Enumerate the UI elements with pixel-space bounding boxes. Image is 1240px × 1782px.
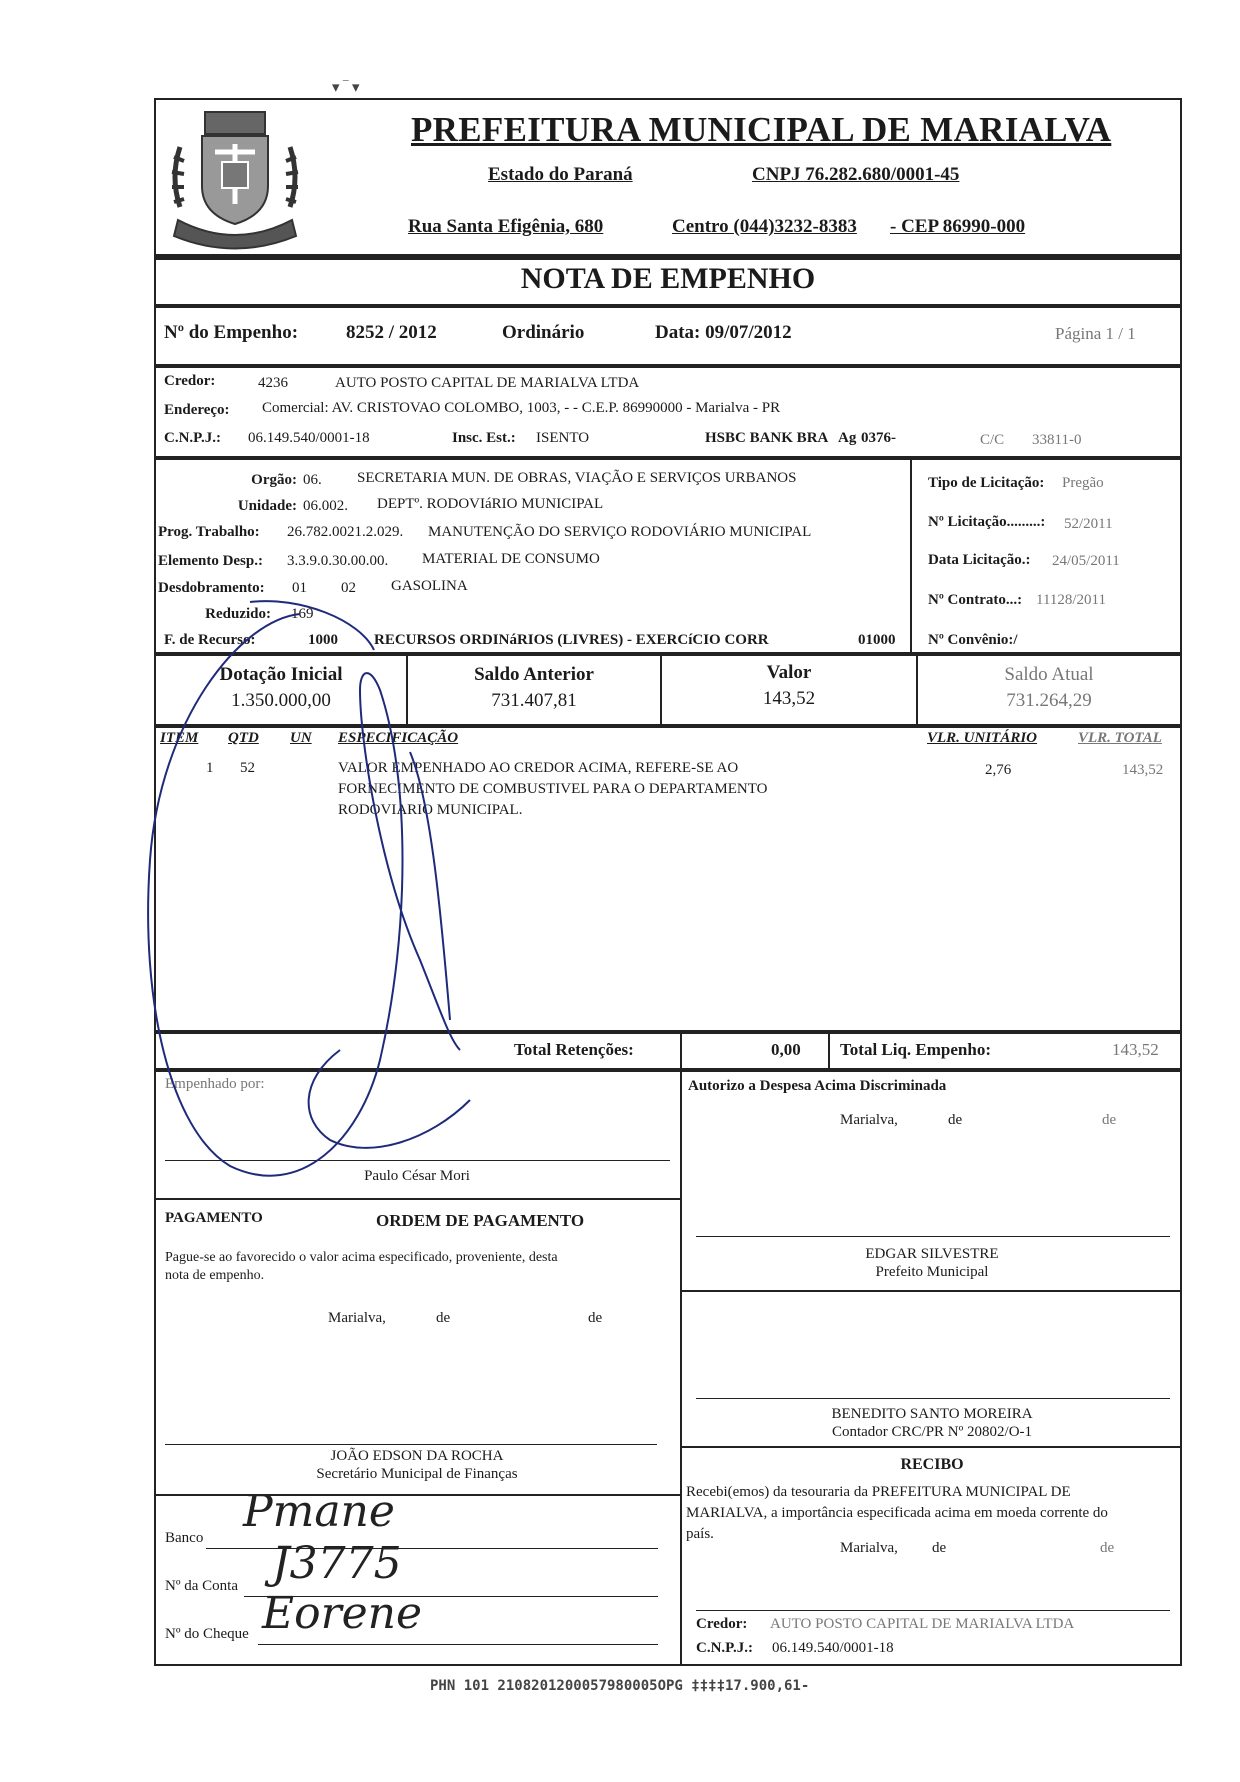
saldo-anterior-value: 731.407,81 [491, 690, 577, 711]
tipo-licitacao-value: Pregão [1062, 475, 1104, 491]
credor-cnpj-label: C.N.P.J.: [164, 430, 221, 446]
saldo-anterior-label: Saldo Anterior [474, 664, 594, 685]
recibo-cnpj: 06.149.540/0001-18 [772, 1640, 894, 1656]
municipality-title: PREFEITURA MUNICIPAL DE MARIALVA [411, 110, 1112, 149]
recibo-cnpj-label: C.N.P.J.: [696, 1640, 753, 1656]
valor-label: Valor [766, 662, 812, 683]
recibo-line3: país. [686, 1526, 714, 1542]
contador-role: Contador CRC/PR Nº 20802/O-1 [831, 1424, 1033, 1440]
prog-name: MANUTENÇÃO DO SERVIÇO RODOVIÁRIO MUNICIPAL [428, 524, 812, 540]
cc-label: C/C [980, 432, 1005, 448]
recibo-credor: AUTO POSTO CAPITAL DE MARIALVA LTDA [770, 1616, 1075, 1632]
footer-code: PHN 101 2108201200057980005OPG ‡‡‡‡17.900,61- [430, 1678, 810, 1694]
prefeito-name: EDGAR SILVESTRE [865, 1246, 999, 1262]
ag-label: Ag [838, 430, 857, 446]
licitacao-date: 24/05/2011 [1052, 553, 1120, 569]
empenhado-por-label: Empenhado por: [165, 1076, 265, 1092]
contador-name: BENEDITO SANTO MOREIRA [831, 1406, 1033, 1422]
elemento-label: Elemento Desp.: [158, 553, 263, 569]
unidade-label: Unidade: [237, 498, 297, 514]
desdobramento-label: Desdobramento: [158, 580, 265, 596]
desdobramento-a: 01 [292, 580, 307, 596]
pen-stroke-mark [410, 752, 450, 1020]
prefeito-role: Prefeito Municipal [875, 1264, 989, 1280]
total-liquido-label: Total Liq. Empenho: [840, 1040, 991, 1059]
empenho-type: Ordinário [502, 322, 585, 343]
pagamento-de1: de [436, 1310, 451, 1326]
pagamento-text-line1: Pague-se ao favorecido o valor acima especificado, proveniente, desta [165, 1250, 558, 1265]
ordem-pagamento-label: ORDEM DE PAGAMENTO [376, 1211, 585, 1230]
credor-address: Comercial: AV. CRISTOVAO COLOMBO, 1003, - - C.E.P. 86990000 - Marialva - PR [262, 400, 781, 416]
dotacao-value: 1.350.000,00 [231, 690, 331, 711]
col-qtd: QTD [228, 730, 259, 746]
recibo-de1: de [932, 1540, 947, 1556]
tipo-licitacao-label: Tipo de Licitação: [928, 475, 1045, 491]
address-label: Endereço: [164, 402, 230, 418]
pagamento-signer: JOÃO EDSON DA ROCHA [330, 1448, 504, 1464]
banco-handwritten: Pmane [243, 1486, 395, 1537]
col-item: ITEM [160, 730, 199, 746]
fonte-number: 01000 [858, 632, 896, 648]
orgao-label: Orgão: [251, 472, 297, 488]
state-label: Estado do Paraná [488, 164, 633, 185]
elemento-name: MATERIAL DE CONSUMO [422, 551, 600, 567]
desdobramento-name: GASOLINA [391, 578, 468, 594]
pen-signature-mark [309, 1050, 470, 1148]
saldo-atual-label: Saldo Atual [1004, 664, 1094, 685]
credor-name: AUTO POSTO CAPITAL DE MARIALVA LTDA [335, 375, 640, 391]
recibo-line1: Recebi(emos) da tesouraria da PREFEITURA MUNICIPAL DE [686, 1484, 1071, 1500]
reduzido-value: 169 [291, 606, 314, 622]
street-address: Rua Santa Efigênia, 680 [408, 216, 604, 237]
fonte-code: 1000 [308, 632, 338, 648]
bank-name: HSBC BANK BRA [705, 430, 829, 446]
cc-value: 33811-0 [1032, 432, 1082, 448]
orgao-code: 06. [303, 472, 322, 488]
credor-label: Credor: [164, 373, 216, 389]
saldo-atual-value: 731.264,29 [1006, 690, 1092, 711]
fonte-name: RECURSOS ORDINáRIOS (LIVRES) - EXERCíCIO CORR [374, 632, 769, 648]
document-title: NOTA DE EMPENHO [520, 262, 816, 295]
retencoes-value: 0,00 [771, 1040, 801, 1059]
pagamento-label: PAGAMENTO [165, 1210, 263, 1226]
cheque-label: Nº do Cheque [165, 1626, 249, 1642]
recibo-title: RECIBO [900, 1456, 964, 1473]
item-number: 1 [206, 760, 214, 776]
credor-cnpj: 06.149.540/0001-18 [248, 430, 370, 446]
dotacao-label: Dotação Inicial [219, 664, 343, 685]
recibo-place: Marialva, [840, 1540, 898, 1556]
cnpj-header: CNPJ 76.282.680/0001-45 [752, 164, 960, 185]
insc-label: Insc. Est.: [452, 430, 516, 446]
contrato-value: 11128/2011 [1036, 592, 1106, 608]
cep-header: - CEP 86990-000 [890, 216, 1026, 237]
recibo-line2: MARIALVA, a importância especificada acima em moeda corrente do [686, 1505, 1108, 1521]
item-spec-line2: FORNECIMENTO DE COMBUSTIVEL PARA O DEPARTAMENTO [338, 781, 768, 797]
pagamento-signer-role: Secretário Municipal de Finanças [316, 1466, 518, 1482]
recibo-de2: de [1100, 1540, 1115, 1556]
item-qty: 52 [240, 760, 255, 776]
autorizo-place: Marialva, [840, 1112, 898, 1128]
contrato-label: Nº Contrato...: [928, 592, 1023, 608]
credor-code: 4236 [258, 375, 288, 391]
ag-value: 0376- [861, 430, 896, 446]
valor-value: 143,52 [762, 688, 816, 709]
licitacao-number: 52/2011 [1064, 516, 1113, 532]
item-spec-line1: VALOR EMPENHADO AO CREDOR ACIMA, REFERE-SE AO [338, 760, 739, 776]
prog-code: 26.782.0021.2.029. [287, 524, 404, 540]
pen-loop-mark [148, 614, 460, 1176]
banco-label: Banco [165, 1530, 204, 1546]
conta-handwritten: J3775 [272, 1538, 402, 1589]
reduzido-label: Reduzido: [205, 606, 271, 622]
pagamento-text-line2: nota de empenho. [165, 1268, 265, 1283]
autorizo-de1: de [948, 1112, 963, 1128]
scan-artifact: ▾ ‾ ▾ [332, 80, 360, 96]
col-un: UN [290, 730, 312, 746]
recibo-credor-label: Credor: [696, 1616, 748, 1632]
col-especificacao: ESPECIFICAÇÃO [338, 730, 459, 746]
item-total-value: 143,52 [1122, 762, 1164, 778]
licitacao-date-label: Data Licitação.: [928, 552, 1031, 568]
unidade-name: DEPTº. RODOVIáRIO MUNICIPAL [377, 496, 604, 512]
licitacao-number-label: Nº Licitação.........: [928, 514, 1046, 530]
empenho-number: 8252 / 2012 [346, 322, 437, 343]
autorizo-de2: de [1102, 1112, 1117, 1128]
unidade-code: 06.002. [303, 498, 348, 514]
item-unit-value: 2,76 [985, 762, 1012, 778]
desdobramento-b: 02 [341, 580, 356, 596]
elemento-code: 3.3.9.0.30.00.00. [287, 553, 389, 569]
autorizo-label: Autorizo a Despesa Acima Discriminada [688, 1078, 947, 1094]
col-total-value: VLR. TOTAL [1078, 730, 1162, 746]
item-spec-line3: RODOVIARIO MUNICIPAL. [338, 802, 523, 818]
fonte-label: F. de Recurso: [164, 632, 256, 648]
district-phone: Centro (044)3232-8383 [672, 216, 857, 237]
insc-value: ISENTO [536, 430, 590, 446]
pagamento-de2: de [588, 1310, 603, 1326]
prog-label: Prog. Trabalho: [158, 524, 260, 540]
empenhado-signer: Paulo César Mori [364, 1168, 470, 1184]
col-unit-value: VLR. UNITÁRIO [927, 730, 1038, 746]
conta-label: Nº da Conta [165, 1578, 238, 1594]
total-liquido-value: 143,52 [1112, 1040, 1159, 1059]
convenio-label: Nº Convênio:/ [928, 632, 1018, 648]
cheque-handwritten: Eorene [262, 1588, 423, 1639]
retencoes-label: Total Retenções: [514, 1040, 634, 1059]
empenho-date: Data: 09/07/2012 [655, 322, 792, 343]
page-number: Página 1 / 1 [1055, 324, 1136, 343]
pagamento-place: Marialva, [328, 1310, 386, 1326]
empenho-label: Nº do Empenho: [164, 322, 299, 343]
orgao-name: SECRETARIA MUN. DE OBRAS, VIAÇÃO E SERVIÇOS URBANOS [357, 470, 797, 486]
